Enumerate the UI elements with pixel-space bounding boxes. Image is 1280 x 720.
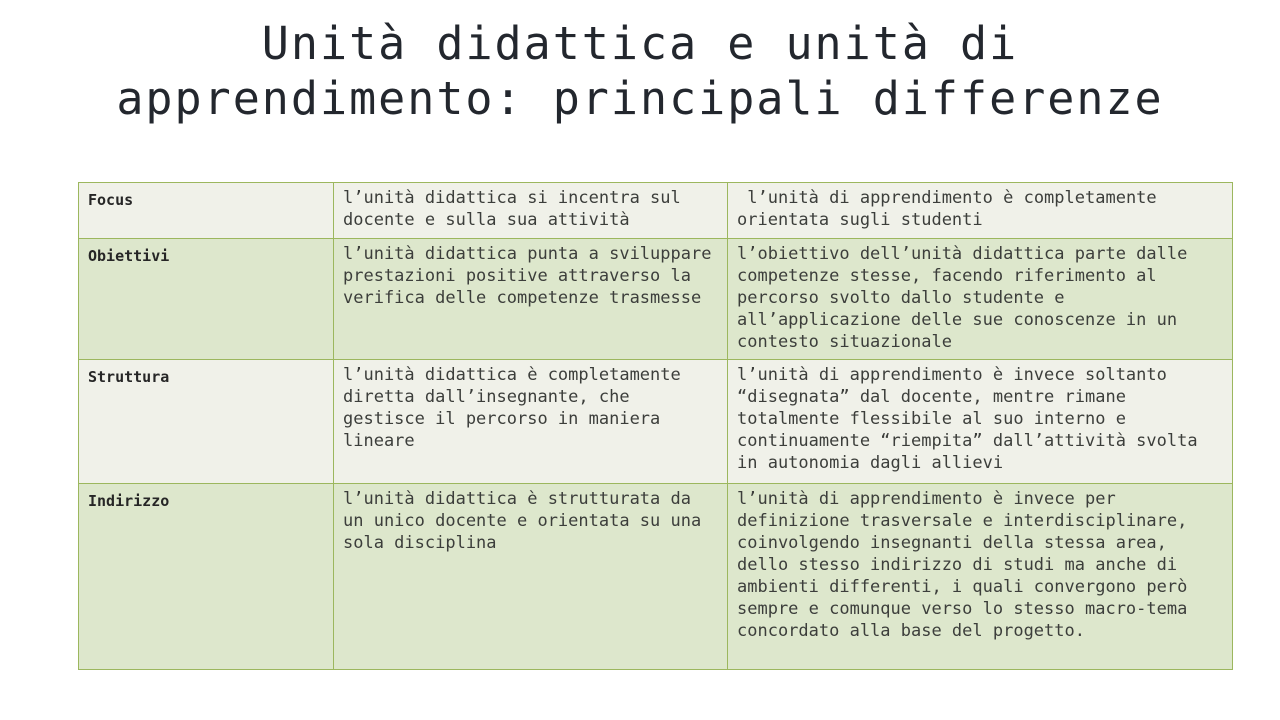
table-row-obiettivi [79, 239, 1233, 360]
focus-unita-didattica-cell: l’unità didattica si incentra sul docente e sulla sua attività [334, 183, 728, 239]
table-row-indirizzo [79, 484, 1233, 670]
title-line-2: apprendimento: principali differenze [116, 72, 1164, 125]
focus-unita-apprendimento-cell: l’unità di apprendimento è completamente orientata sugli studenti [728, 183, 1233, 239]
obiettivi-unita-didattica-cell: l’unità didattica punta a sviluppare prestazioni positive attraverso la verifica delle competenze trasmesse [334, 239, 728, 360]
indirizzo-unita-didattica-cell: l’unità didattica è strutturata da un unico docente e orientata su una sola disciplina [334, 484, 728, 670]
differences-table [78, 182, 1233, 670]
row-label-struttura: Struttura [79, 360, 334, 484]
slide-title [0, 16, 1280, 126]
obiettivi-unita-apprendimento-cell: l’obiettivo dell’unità didattica parte dalle competenze stesse, facendo riferimento al percorso svolto dallo studente e all’applicazione delle sue conoscenze in un contesto situazionale [728, 239, 1233, 360]
row-label-obiettivi: Obiettivi [79, 239, 334, 360]
row-label-indirizzo: Indirizzo [79, 484, 334, 670]
table-row-struttura [79, 360, 1233, 484]
struttura-unita-didattica-cell: l’unità didattica è completamente diretta dall’insegnante, che gestisce il percorso in maniera lineare [334, 360, 728, 484]
struttura-unita-apprendimento-cell: l’unità di apprendimento è invece soltanto “disegnata” dal docente, mentre rimane totalmente flessibile al suo interno e continuamente “riempita” dall’attività svolta in autonomia dagli allievi [728, 360, 1233, 484]
table-row-focus [79, 183, 1233, 239]
indirizzo-unita-apprendimento-cell: l’unità di apprendimento è invece per definizione trasversale e interdisciplinare, coinvolgendo insegnanti della stessa area, dello stesso indirizzo di studi ma anche di ambienti differenti, i quali convergono però sempre e comunque verso lo stesso macro-tema concordato alla base del progetto. [728, 484, 1233, 670]
row-label-focus: Focus [79, 183, 334, 239]
title-line-1: Unità didattica e unità di [261, 17, 1019, 70]
